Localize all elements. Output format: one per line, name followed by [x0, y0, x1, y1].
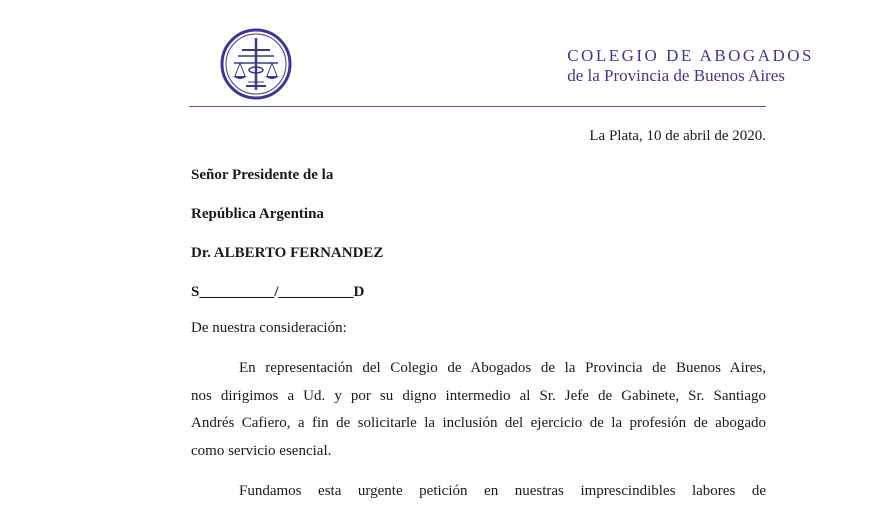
- paragraph-2-line: Fundamos esta urgente petición en nuestras imprescindibles labores de: [239, 483, 766, 499]
- organization-name: [567, 46, 814, 86]
- paragraph-1-line: Andrés Cafiero, a fin de solicitarle la inclusión del ejercicio de la profesión de abogado: [191, 415, 766, 431]
- letter-date: La Plata, 10 de abril de 2020.: [589, 128, 766, 144]
- organization-name-line2: de la Provincia de Buenos Aires: [567, 66, 785, 85]
- recipient-line-4: S__________/__________D: [191, 284, 365, 300]
- paragraph-1: [191, 355, 766, 465]
- header-divider: [189, 106, 766, 107]
- paragraph-1-line: como servicio esencial.: [191, 442, 332, 459]
- paragraph-2: [191, 478, 766, 506]
- recipient-line-2: República Argentina: [191, 206, 324, 222]
- scales-of-justice-seal-icon: [220, 28, 292, 100]
- paragraph-1-line: nos dirigimos a Ud. y por su digno intermedio al Sr. Jefe de Gabinete, Sr. Santiago: [191, 387, 766, 404]
- organization-name-line1: COLEGIO DE ABOGADOS: [567, 46, 814, 65]
- recipient-line-3: Dr. ALBERTO FERNANDEZ: [191, 245, 384, 261]
- recipient-line-1: Señor Presidente de la: [191, 167, 334, 183]
- greeting: De nuestra consideración:: [191, 320, 347, 336]
- letterhead-logo: [220, 28, 292, 100]
- paragraph-1-line: En representación del Colegio de Abogados de la Provincia de Buenos Aires,: [239, 360, 766, 376]
